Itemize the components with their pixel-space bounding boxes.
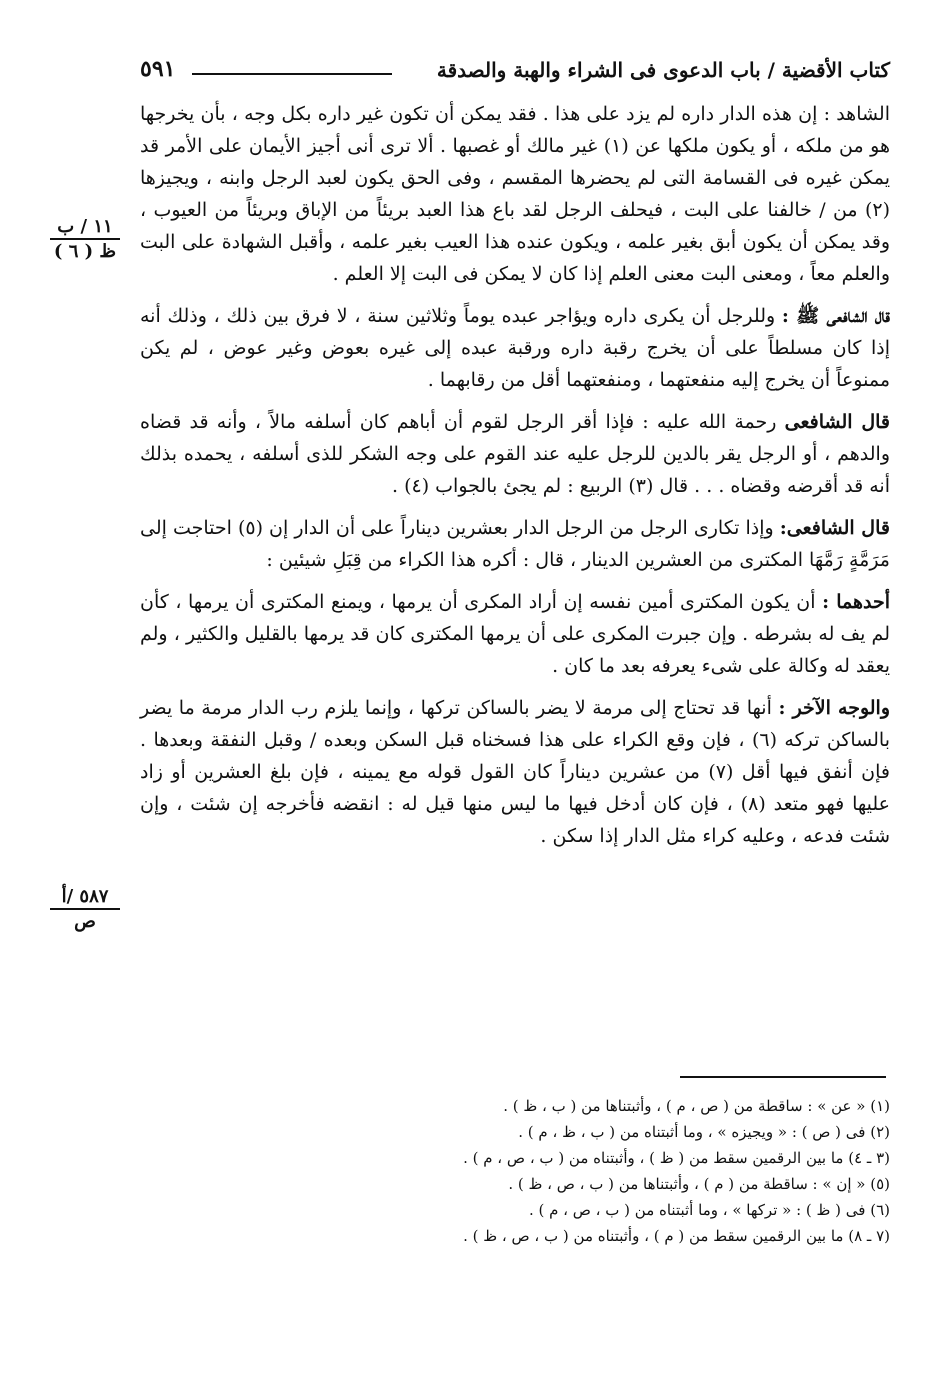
chapter-title: كتاب الأقضية / باب الدعوى فى الشراء والهبة والصدقة: [436, 58, 890, 82]
footnote: (٧ ـ ٨) ما بين الرقمين سقط من ( م ) ، وأثبتناه من ( ب ، ص ، ظ ) .: [463, 1227, 890, 1245]
page-number: ٥٩١: [140, 56, 176, 82]
header-rule: [192, 73, 392, 75]
footnote: (٢) فى ( ص ) : « ويجيزه » ، وما أثبتناه من ( ب ، ظ ، م ) .: [518, 1123, 890, 1141]
paragraph-lead: والوجه الآخر :: [778, 697, 891, 719]
footnote: (٣ ـ ٤) ما بين الرقمين سقط من ( ظ ) ، وأثبتناه من ( ب ، ص ، م ) .: [463, 1149, 890, 1167]
footnote: (١) « عن » : ساقطة من ( ص ، م ) ، وأثبتناها من ( ب ، ظ ) .: [503, 1097, 890, 1115]
paragraph-text: رحمة الله عليه : فإذا أقر الرجل لقوم أن أباهم كان أسلفه مالاً ، وأنه قد قضاه والدهم ، أو الرجل يقر بالدين للرجل عليه عند القوم على وجه الشكر للذى أسلفه ، يحمده بذلك أنه قد أقرضه وقضاه . . . قال (٣) الربيع : لم يجئ بالجواب (٤) .: [140, 411, 890, 497]
margin-note-bar: [50, 238, 120, 240]
paragraph-text: الشاهد : إن هذه الدار داره لم يزد على هذا . فقد يمكن أن تكون غير داره بكل وجه ، بأن يخرجها هو من ملكه ، أو يكون ملكها عن (١) غير مالك أو غصبها . ألا ترى أنى أجيز الأيمان على الأمر قد يمكن غيره فى القسامة التى لم يحضرها المقسم ، وفى الحق يكون لعبد الرجل وابنه ، ويجيزها (٢) من / خالفنا على البت ، فيحلف الرجل لقد باع هذا العبد بريئاً من الإباق وبريئاً من العيوب ، وقد يمكن أن يكون أبق بغير علمه ، ويكون عنده هذا العيب بغير علمه ، وأقبل الشهادة على البت والعلم معاً ، ومعنى البت معنى العلم إذا كان لا يمكن فى البت إلا العلم .: [140, 103, 890, 285]
margin-folio-note: [40, 886, 130, 932]
running-header: [140, 56, 890, 90]
margin-note-line: ١١ / ب: [57, 216, 113, 237]
paragraph: [140, 586, 890, 682]
paragraph-lead: قال الشافعى:: [779, 517, 890, 539]
margin-folio-note: [40, 216, 130, 262]
paragraph-text: وإذا تكارى الرجل من الرجل الدار بعشرين ديناراً على أن الدار إن (٥) احتاجت إلى مَرَمَّةٍ رَمَّهَا المكترى من العشرين الدينار ، قال : أكره هذا الكراء من قِبَلِ شيئين :: [140, 517, 890, 571]
margin-note-bar: [50, 908, 120, 910]
paragraph-text: أن يكون المكترى أمين نفسه إن أراد المكرى أن يرمها ، ويمنع المكترى أن يرمها ، كأن لم يف له بشرطه . وإن جبرت المكرى على أن يرمها المكترى كان قد يرمها بالقليل والكثير ، ولم يعقد له وكالة على شىء يعرفه بعد ما كان .: [140, 591, 890, 677]
footnote: (٦) فى ( ظ ) : « تركها » ، وما أثبتناه من ( ب ، ص ، م ) .: [528, 1201, 890, 1219]
paragraph: [140, 512, 890, 576]
margin-note-line: ص: [74, 911, 96, 932]
footnote-separator: [680, 1076, 886, 1078]
footnotes: [300, 1093, 890, 1249]
paragraph-text: وللرجل أن يكرى داره ويؤاجر عبده يوماً وثلاثين سنة ، لا فرق بين ذلك ، وذلك أنه إذا كان مسلطاً على أن يخرج رقبة داره ورقبة عبده إلى غيره بعوض وغير عوض ، لم يكن ممنوعاً أن يخرج إليه منفعتهما ، ومنفعتهما أقل من رقابهما .: [140, 305, 890, 391]
paragraph-lead: أحدهما :: [822, 591, 890, 613]
paragraph-lead: قال الشافعى ﷺ :: [781, 305, 890, 327]
paragraph: [140, 300, 890, 396]
paragraph-text: أنها قد تحتاج إلى مرمة لا يضر بالساكن تركها ، وإنما يلزم رب الدار مرمة ما يضر بالساكن تركه (٦) ، فإن وقع الكراء على هذا فسخناه قبل السكن وبعده / وقبل النفقة وبعدها . فإن أنفق فيها أقل (٧) من عشرين ديناراً كان القول قوله مع يمينه ، فإن بلغ العشرين أو زاد عليها فهو متعد (٨) ، فإن كان أدخل فيها ما ليس منها قيل له : انقضه فأخرجه إن شئت ، وإن شئت فدعه ، وعليه كراء مثل الدار إذا سكن .: [140, 697, 890, 847]
paragraph: [140, 98, 890, 290]
main-text: [140, 98, 890, 862]
paragraph-lead: قال الشافعى: [784, 411, 890, 433]
paragraph: [140, 406, 890, 502]
footnote: (٥) « إن » : ساقطة من ( م ) ، وأثبتناها من ( ب ، ص ، ظ ) .: [508, 1175, 890, 1193]
paragraph: [140, 692, 890, 852]
margin-note-line: ٥٨٧ /أ: [61, 886, 109, 907]
margin-note-line: ظ ( ٦ ): [53, 241, 117, 262]
